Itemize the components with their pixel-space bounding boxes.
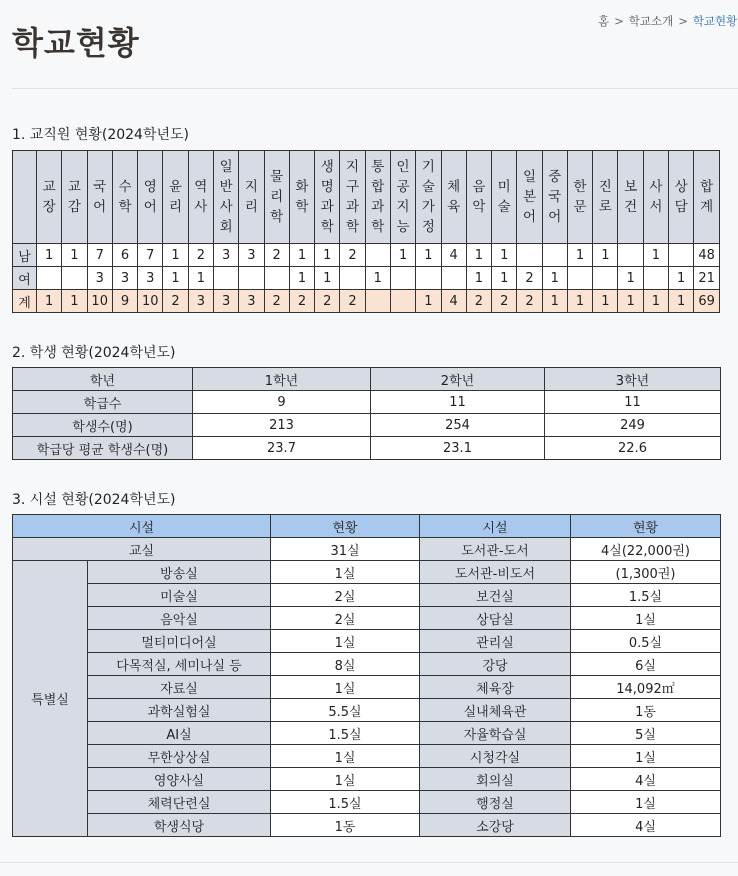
staff-count-cell xyxy=(390,290,415,313)
student-value-cell: 213 xyxy=(193,414,371,437)
staff-header-label: 체육 xyxy=(447,179,461,215)
staff-count-cell: 7 xyxy=(138,244,163,267)
staff-count-cell xyxy=(37,267,62,290)
facility-name: 자료실 xyxy=(88,676,271,699)
staff-header-label: 영어 xyxy=(143,179,157,215)
staff-count-cell xyxy=(390,267,415,290)
staff-count-cell xyxy=(62,267,87,290)
staff-count-cell: 1 xyxy=(62,244,87,267)
staff-header-label: 화학 xyxy=(295,179,309,215)
staff-header-label: 중국어 xyxy=(548,169,562,225)
staff-count-cell: 1 xyxy=(416,290,441,313)
staff-header-cell xyxy=(62,151,87,244)
staff-table xyxy=(12,150,720,313)
staff-count-cell: 48 xyxy=(694,244,720,267)
staff-count-cell: 1 xyxy=(37,244,62,267)
facility-value: 4실 xyxy=(571,768,721,791)
staff-header-cell xyxy=(315,151,340,244)
staff-header-cell xyxy=(340,151,365,244)
facility-value: 1실 xyxy=(271,561,420,584)
staff-header-cell xyxy=(517,151,542,244)
staff-count-cell: 2 xyxy=(340,244,365,267)
staff-count-cell: 1 xyxy=(62,290,87,313)
staff-count-cell xyxy=(643,267,668,290)
staff-header-cell xyxy=(365,151,390,244)
facility-header-cell: 현황 xyxy=(571,515,721,538)
staff-header-label: 통합과학 xyxy=(371,159,385,235)
facility-name: 자율학습실 xyxy=(420,722,571,745)
staff-count-cell: 7 xyxy=(87,244,112,267)
staff-count-cell: 2 xyxy=(289,290,314,313)
staff-count-cell: 4 xyxy=(441,290,466,313)
staff-section-title: 1. 교직원 현황(2024학년도) xyxy=(12,127,190,143)
staff-header-label: 윤리 xyxy=(169,179,183,215)
student-table-header-row xyxy=(13,368,721,391)
staff-header-cell xyxy=(669,151,694,244)
facility-table xyxy=(12,514,721,837)
staff-header-label: 일본어 xyxy=(522,169,536,225)
facility-name: 관리실 xyxy=(420,630,571,653)
facility-table-row xyxy=(13,722,721,745)
staff-count-cell: 1 xyxy=(567,290,592,313)
staff-header-corner xyxy=(13,151,37,244)
facility-name: 교실 xyxy=(13,538,271,561)
student-row-label: 학생수(명) xyxy=(13,414,193,437)
staff-header-cell xyxy=(264,151,289,244)
facility-name: 체육장 xyxy=(420,676,571,699)
facility-name: 과학실험실 xyxy=(88,699,271,722)
staff-count-cell: 2 xyxy=(315,290,340,313)
staff-count-cell: 1 xyxy=(618,290,643,313)
facility-value: 1실 xyxy=(571,791,721,814)
facility-table-row xyxy=(13,584,721,607)
staff-count-cell: 1 xyxy=(315,267,340,290)
staff-header-cell xyxy=(163,151,188,244)
staff-header-label: 기술가정 xyxy=(421,159,435,235)
student-header-cell: 1학년 xyxy=(193,368,371,391)
facility-table-row xyxy=(13,814,721,837)
facility-value: 5실 xyxy=(571,722,721,745)
facility-value: 1실 xyxy=(271,676,420,699)
student-row-label: 학급당 평균 학생수(명) xyxy=(13,437,193,460)
student-value-cell: 11 xyxy=(371,391,545,414)
facility-name: 영양사실 xyxy=(88,768,271,791)
staff-header-label: 수학 xyxy=(118,179,132,215)
staff-count-cell: 69 xyxy=(694,290,720,313)
staff-count-cell: 2 xyxy=(264,290,289,313)
facility-name: 멀티미디어실 xyxy=(88,630,271,653)
student-table-row xyxy=(13,414,721,437)
staff-count-cell: 1 xyxy=(567,244,592,267)
facility-table-row xyxy=(13,676,721,699)
facility-value: 1.5실 xyxy=(571,584,721,607)
staff-count-cell: 2 xyxy=(340,290,365,313)
staff-header-cell xyxy=(542,151,567,244)
facility-name: 다목적실, 세미나실 등 xyxy=(88,653,271,676)
staff-count-cell: 3 xyxy=(213,290,238,313)
staff-count-cell: 21 xyxy=(694,267,720,290)
staff-header-label: 미술 xyxy=(497,179,511,215)
staff-count-cell: 1 xyxy=(593,290,618,313)
breadcrumb-separator: > xyxy=(678,14,688,28)
staff-header-cell xyxy=(289,151,314,244)
staff-row-label: 여 xyxy=(13,267,37,290)
facility-name: 소강당 xyxy=(420,814,571,837)
facility-table-row xyxy=(13,653,721,676)
facility-name: 행정실 xyxy=(420,791,571,814)
staff-count-cell: 1 xyxy=(593,244,618,267)
facility-value: 1실 xyxy=(271,630,420,653)
facility-header-cell: 시설 xyxy=(13,515,271,538)
staff-count-cell: 1 xyxy=(365,267,390,290)
facility-table-row xyxy=(13,538,721,561)
facility-value: 6실 xyxy=(571,653,721,676)
student-value-cell: 11 xyxy=(545,391,721,414)
staff-header-label: 진로 xyxy=(598,179,612,215)
facility-name: 시청각실 xyxy=(420,745,571,768)
staff-header-cell xyxy=(138,151,163,244)
facility-name: 미술실 xyxy=(88,584,271,607)
staff-table-header-row xyxy=(13,151,720,244)
staff-count-cell: 2 xyxy=(517,267,542,290)
staff-header-label: 합계 xyxy=(700,179,714,215)
staff-header-cell xyxy=(593,151,618,244)
staff-count-cell: 1 xyxy=(390,244,415,267)
staff-count-cell xyxy=(416,267,441,290)
staff-header-label: 생명과학 xyxy=(320,159,334,235)
staff-header-label: 물리학 xyxy=(270,169,284,225)
staff-count-cell: 3 xyxy=(112,267,137,290)
facility-value: 4실(22,000권) xyxy=(571,538,721,561)
staff-header-cell xyxy=(390,151,415,244)
staff-header-cell xyxy=(694,151,720,244)
facility-name: 실내체육관 xyxy=(420,699,571,722)
staff-count-cell: 1 xyxy=(492,267,517,290)
staff-count-cell: 1 xyxy=(643,244,668,267)
student-table xyxy=(12,367,721,460)
student-header-cell: 2학년 xyxy=(371,368,545,391)
student-header-cell: 3학년 xyxy=(545,368,721,391)
facility-section-title: 3. 시설 현황(2024학년도) xyxy=(12,492,176,508)
staff-header-label: 교감 xyxy=(67,179,81,215)
footer-divider xyxy=(0,862,738,863)
breadcrumb-current: 학교현황 xyxy=(692,14,738,28)
facility-value: 1실 xyxy=(271,745,420,768)
staff-count-cell: 9 xyxy=(112,290,137,313)
staff-count-cell xyxy=(542,244,567,267)
staff-count-cell xyxy=(365,244,390,267)
staff-count-cell: 2 xyxy=(466,290,491,313)
facility-header-cell: 시설 xyxy=(420,515,571,538)
staff-header-cell xyxy=(112,151,137,244)
staff-count-cell xyxy=(593,267,618,290)
staff-header-label: 보건 xyxy=(624,179,638,215)
staff-header-label: 사서 xyxy=(649,179,663,215)
staff-header-label: 지리 xyxy=(244,179,258,215)
staff-count-cell: 1 xyxy=(643,290,668,313)
staff-header-cell xyxy=(643,151,668,244)
student-value-cell: 254 xyxy=(371,414,545,437)
facility-name: 음악실 xyxy=(88,607,271,630)
staff-count-cell: 1 xyxy=(669,290,694,313)
staff-header-label: 일반사회 xyxy=(219,159,233,235)
staff-count-cell: 3 xyxy=(138,267,163,290)
staff-count-cell: 2 xyxy=(163,290,188,313)
breadcrumb-separator: > xyxy=(614,14,624,28)
facility-value: 2실 xyxy=(271,584,420,607)
staff-count-cell: 1 xyxy=(669,267,694,290)
staff-count-cell xyxy=(340,267,365,290)
staff-count-cell xyxy=(239,267,264,290)
facility-table-row xyxy=(13,561,721,584)
staff-header-cell xyxy=(213,151,238,244)
staff-count-cell: 2 xyxy=(492,290,517,313)
facility-value: 1실 xyxy=(271,768,420,791)
staff-count-cell: 1 xyxy=(289,244,314,267)
facility-table-header-row xyxy=(13,515,721,538)
staff-count-cell: 3 xyxy=(87,267,112,290)
staff-header-cell xyxy=(188,151,213,244)
staff-header-label: 한문 xyxy=(573,179,587,215)
student-value-cell: 23.1 xyxy=(371,437,545,460)
facility-value: 1동 xyxy=(571,699,721,722)
staff-count-cell: 4 xyxy=(441,244,466,267)
facility-name: 무한상상실 xyxy=(88,745,271,768)
student-table-row xyxy=(13,391,721,414)
staff-count-cell: 1 xyxy=(188,267,213,290)
title-divider xyxy=(12,88,738,89)
staff-row-label: 계 xyxy=(13,290,37,313)
facility-value: 0.5실 xyxy=(571,630,721,653)
facility-value: 1실 xyxy=(571,745,721,768)
staff-header-label: 지구과학 xyxy=(345,159,360,235)
staff-count-cell: 3 xyxy=(239,290,264,313)
breadcrumb-home-link[interactable]: 홈 xyxy=(598,14,610,28)
staff-table-row xyxy=(13,290,720,313)
facility-value: 4실 xyxy=(571,814,721,837)
staff-table-row xyxy=(13,244,720,267)
staff-header-label: 교장 xyxy=(42,179,56,215)
staff-count-cell xyxy=(213,267,238,290)
staff-count-cell: 1 xyxy=(492,244,517,267)
student-row-label: 학급수 xyxy=(13,391,193,414)
staff-count-cell: 1 xyxy=(289,267,314,290)
student-header-cell: 학년 xyxy=(13,368,193,391)
staff-count-cell: 10 xyxy=(138,290,163,313)
student-value-cell: 23.7 xyxy=(193,437,371,460)
staff-count-cell xyxy=(517,244,542,267)
facility-name: 학생식당 xyxy=(88,814,271,837)
special-rooms-label: 특별실 xyxy=(13,561,88,837)
facility-name: 도서관-도서 xyxy=(420,538,571,561)
staff-count-cell xyxy=(618,244,643,267)
page-title: 학교현황 xyxy=(12,24,140,62)
facility-table-row xyxy=(13,768,721,791)
facility-name: 강당 xyxy=(420,653,571,676)
facility-name: AI실 xyxy=(88,722,271,745)
facility-value: 5.5실 xyxy=(271,699,420,722)
staff-count-cell: 1 xyxy=(618,267,643,290)
staff-header-label: 국어 xyxy=(93,179,107,215)
staff-count-cell: 1 xyxy=(163,267,188,290)
facility-table-row xyxy=(13,607,721,630)
staff-header-label: 음악 xyxy=(472,179,486,215)
facility-value: 1.5실 xyxy=(271,722,420,745)
facility-name: 보건실 xyxy=(420,584,571,607)
staff-count-cell xyxy=(669,244,694,267)
facility-value: 1실 xyxy=(571,607,721,630)
facility-header-cell: 현황 xyxy=(271,515,420,538)
staff-header-cell xyxy=(492,151,517,244)
staff-header-cell xyxy=(37,151,62,244)
staff-count-cell xyxy=(441,267,466,290)
facility-value: 31실 xyxy=(271,538,420,561)
facility-value: 1.5실 xyxy=(271,791,420,814)
staff-count-cell: 3 xyxy=(239,244,264,267)
facility-name: 회의실 xyxy=(420,768,571,791)
staff-count-cell: 3 xyxy=(213,244,238,267)
staff-count-cell: 1 xyxy=(37,290,62,313)
staff-header-label: 상담 xyxy=(674,179,688,215)
facility-name: 도서관-비도서 xyxy=(420,561,571,584)
staff-count-cell: 1 xyxy=(542,267,567,290)
staff-count-cell: 3 xyxy=(188,290,213,313)
staff-header-cell xyxy=(239,151,264,244)
facility-table-row xyxy=(13,630,721,653)
facility-value: 14,092㎡ xyxy=(571,676,721,699)
staff-count-cell: 2 xyxy=(264,244,289,267)
breadcrumb xyxy=(598,13,737,29)
staff-count-cell: 1 xyxy=(416,244,441,267)
staff-header-cell xyxy=(441,151,466,244)
student-value-cell: 249 xyxy=(545,414,721,437)
staff-count-cell xyxy=(567,267,592,290)
facility-value: 2실 xyxy=(271,607,420,630)
facility-table-row xyxy=(13,791,721,814)
staff-header-cell xyxy=(87,151,112,244)
staff-count-cell: 10 xyxy=(87,290,112,313)
facility-value: 8실 xyxy=(271,653,420,676)
staff-count-cell: 2 xyxy=(188,244,213,267)
breadcrumb-about-link[interactable]: 학교소개 xyxy=(628,14,674,28)
facility-value: (1,300권) xyxy=(571,561,721,584)
staff-header-cell xyxy=(618,151,643,244)
student-value-cell: 22.6 xyxy=(545,437,721,460)
staff-count-cell xyxy=(365,290,390,313)
staff-header-cell xyxy=(416,151,441,244)
staff-count-cell: 1 xyxy=(315,244,340,267)
staff-count-cell: 2 xyxy=(517,290,542,313)
staff-header-label: 인공지능 xyxy=(396,159,410,235)
staff-count-cell: 1 xyxy=(466,244,491,267)
staff-header-cell xyxy=(567,151,592,244)
facility-name: 상담실 xyxy=(420,607,571,630)
student-table-row xyxy=(13,437,721,460)
staff-header-label: 역사 xyxy=(194,179,208,215)
staff-count-cell xyxy=(264,267,289,290)
student-section-title: 2. 학생 현황(2024학년도) xyxy=(12,345,176,361)
staff-count-cell: 1 xyxy=(542,290,567,313)
staff-table-row xyxy=(13,267,720,290)
student-value-cell: 9 xyxy=(193,391,371,414)
staff-count-cell: 1 xyxy=(466,267,491,290)
facility-value: 1동 xyxy=(271,814,420,837)
staff-header-cell xyxy=(466,151,491,244)
facility-name: 체력단련실 xyxy=(88,791,271,814)
facility-table-row xyxy=(13,745,721,768)
staff-count-cell: 1 xyxy=(163,244,188,267)
staff-count-cell: 6 xyxy=(112,244,137,267)
staff-row-label: 남 xyxy=(13,244,37,267)
facility-name: 방송실 xyxy=(88,561,271,584)
facility-table-row xyxy=(13,699,721,722)
